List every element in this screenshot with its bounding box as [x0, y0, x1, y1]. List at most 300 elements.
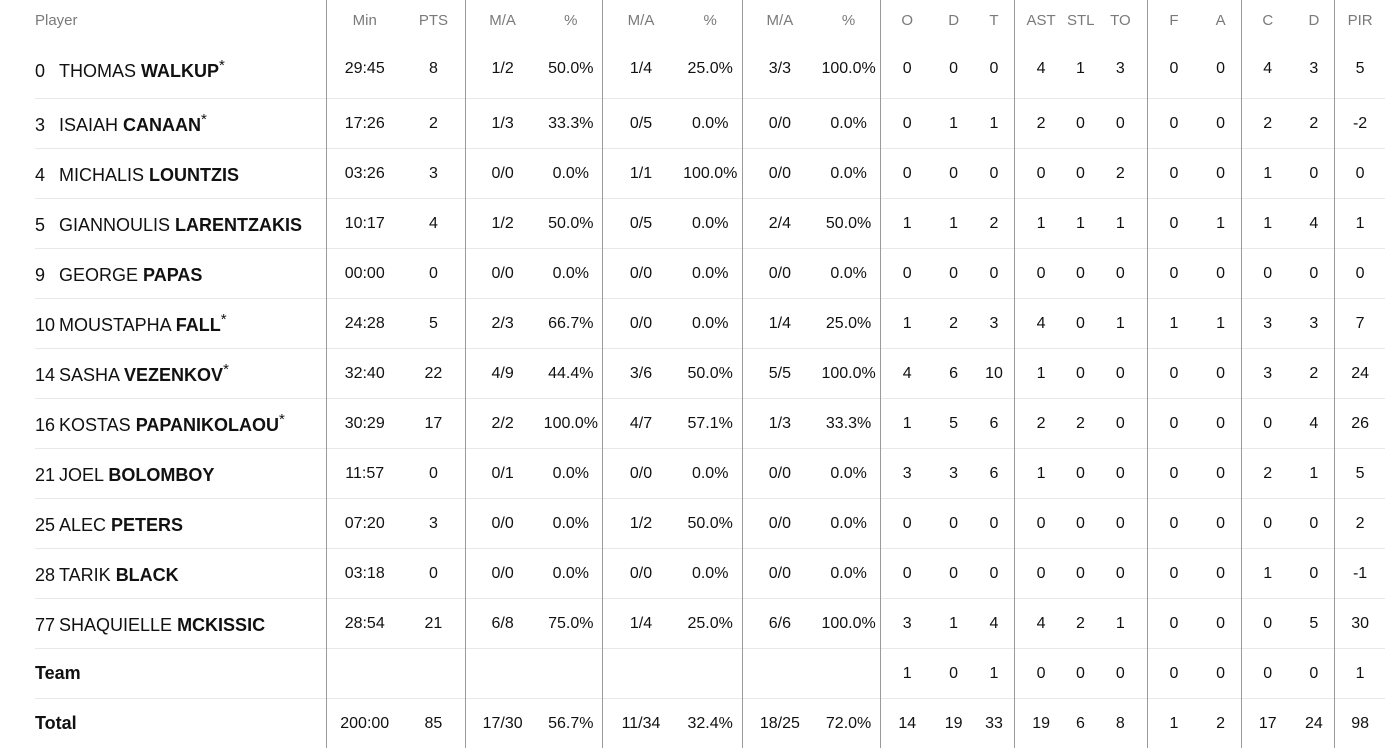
- stat-cell: 0/5: [603, 99, 679, 149]
- stat-cell: 2: [1015, 99, 1067, 149]
- stat-cell: 24: [1294, 699, 1335, 748]
- stat-cell: 0: [1241, 399, 1293, 449]
- stat-cell: 1: [1241, 549, 1293, 599]
- stat-cell: [327, 649, 402, 699]
- stat-cell: 2: [1067, 399, 1094, 449]
- stat-cell: 0: [1094, 249, 1147, 299]
- stat-cell: 50.0%: [679, 499, 742, 549]
- stat-cell: 5/5: [742, 349, 817, 399]
- player-number: 10: [35, 315, 59, 336]
- stat-cell: 3: [1241, 349, 1293, 399]
- stat-cell: 0: [1067, 649, 1094, 699]
- stat-cell: 2: [1241, 449, 1293, 499]
- stat-cell: 2: [1200, 699, 1241, 748]
- player-cell[interactable]: [35, 40, 327, 99]
- stat-cell: 17/30: [465, 699, 539, 748]
- stat-cell: 0: [880, 149, 933, 199]
- stat-cell: 0: [1147, 40, 1200, 99]
- stat-cell: 24: [1335, 349, 1385, 399]
- stat-cell: [402, 649, 465, 699]
- stat-cell: 0: [1241, 599, 1293, 649]
- stat-cell: 5: [934, 399, 974, 449]
- stat-cell: 0.0%: [679, 449, 742, 499]
- stat-cell: 1: [880, 299, 933, 349]
- player-first-name: SHAQUIELLE: [59, 615, 172, 635]
- stat-cell: 0: [1147, 249, 1200, 299]
- stat-cell: 75.0%: [539, 599, 602, 649]
- stat-cell: 0.0%: [539, 499, 602, 549]
- stat-cell: 1: [1147, 299, 1200, 349]
- stat-cell: 4: [1241, 40, 1293, 99]
- stat-cell: 0: [974, 249, 1015, 299]
- stat-cell: 11/34: [603, 699, 679, 748]
- stat-cell: 1: [934, 199, 974, 249]
- stat-cell: 17: [402, 399, 465, 449]
- table-row: [35, 449, 1385, 499]
- stat-cell: 85: [402, 699, 465, 748]
- player-first-name: GIANNOULIS: [59, 215, 170, 235]
- stat-cell: 1/2: [465, 40, 539, 99]
- stat-cell: 0: [1147, 549, 1200, 599]
- stat-cell: 0/0: [465, 499, 539, 549]
- stat-cell: 19: [1015, 699, 1067, 748]
- player-cell[interactable]: [35, 199, 327, 249]
- stat-cell: 0.0%: [539, 249, 602, 299]
- player-cell[interactable]: [35, 399, 327, 449]
- stat-cell: 1/2: [465, 199, 539, 249]
- stat-cell: 25.0%: [679, 599, 742, 649]
- header-steals: STL: [1067, 0, 1094, 40]
- table-row: [35, 249, 1385, 299]
- stat-cell: 0: [1147, 399, 1200, 449]
- player-number: 28: [35, 565, 59, 586]
- player-first-name: THOMAS: [59, 61, 136, 81]
- stat-cell: 0: [1200, 40, 1241, 99]
- stat-cell: 0.0%: [539, 149, 602, 199]
- stat-cell: 0: [1015, 149, 1067, 199]
- stat-cell: [817, 649, 880, 699]
- stat-cell: 0: [1200, 549, 1241, 599]
- stat-cell: 0/0: [603, 249, 679, 299]
- player-last-name: LOUNTZIS: [149, 165, 239, 185]
- stat-cell: 6: [1067, 699, 1094, 748]
- header-off-rebounds: O: [880, 0, 933, 40]
- player-cell[interactable]: [35, 99, 327, 149]
- stat-cell: 1: [1241, 199, 1293, 249]
- stat-cell: 0: [1015, 649, 1067, 699]
- stat-cell: 0: [1147, 499, 1200, 549]
- stat-cell: 0: [1094, 499, 1147, 549]
- stat-cell: 0: [934, 499, 974, 549]
- stat-cell: 0/0: [603, 449, 679, 499]
- stat-cell: 32.4%: [679, 699, 742, 748]
- stat-cell: 1: [934, 99, 974, 149]
- stat-cell: 17: [1241, 699, 1293, 748]
- table-row: [35, 149, 1385, 199]
- stat-cell: 0: [1015, 249, 1067, 299]
- stat-cell: 17:26: [327, 99, 402, 149]
- stat-cell: 0: [934, 249, 974, 299]
- stat-cell: 100.0%: [817, 40, 880, 99]
- player-last-name: BOLOMBOY: [108, 465, 214, 485]
- stat-cell: 0: [1094, 99, 1147, 149]
- stat-cell: -1: [1335, 549, 1385, 599]
- player-cell[interactable]: [35, 599, 327, 649]
- table-row: [35, 99, 1385, 149]
- stat-cell: 3/6: [603, 349, 679, 399]
- stat-cell: 1: [880, 649, 933, 699]
- stat-cell: 0: [1241, 499, 1293, 549]
- header-fouls-committed: C: [1241, 0, 1293, 40]
- stat-cell: 0: [974, 549, 1015, 599]
- stat-cell: 29:45: [327, 40, 402, 99]
- stat-cell: 0: [1015, 499, 1067, 549]
- stat-cell: 6: [974, 449, 1015, 499]
- stat-cell: 50.0%: [539, 199, 602, 249]
- stat-cell: 98: [1335, 699, 1385, 748]
- header-pts: PTS: [402, 0, 465, 40]
- stat-cell: 3: [1294, 40, 1335, 99]
- stat-cell: 1: [1067, 40, 1094, 99]
- stat-cell: 4/9: [465, 349, 539, 399]
- stat-cell: 0: [1094, 449, 1147, 499]
- stat-cell: 30:29: [327, 399, 402, 449]
- stat-cell: 0: [880, 99, 933, 149]
- stat-cell: 3: [402, 149, 465, 199]
- player-first-name: ISAIAH: [59, 115, 118, 135]
- stat-cell: 0/0: [603, 299, 679, 349]
- stat-cell: 0.0%: [817, 249, 880, 299]
- starter-marker: *: [223, 361, 229, 378]
- stat-cell: 100.0%: [679, 149, 742, 199]
- stat-cell: 0: [880, 549, 933, 599]
- stat-cell: 3/3: [742, 40, 817, 99]
- stat-cell: 26: [1335, 399, 1385, 449]
- stat-cell: 0: [1067, 349, 1094, 399]
- stat-cell: 0: [1147, 449, 1200, 499]
- stat-cell: 50.0%: [817, 199, 880, 249]
- table-row: [35, 549, 1385, 599]
- stat-cell: 5: [1294, 599, 1335, 649]
- stat-cell: 3: [1241, 299, 1293, 349]
- stat-cell: 24:28: [327, 299, 402, 349]
- stat-cell: 0: [1147, 199, 1200, 249]
- stat-cell: 3: [880, 599, 933, 649]
- header-blocks-favour: F: [1147, 0, 1200, 40]
- stat-cell: 0: [402, 449, 465, 499]
- table-row: [35, 399, 1385, 449]
- stat-cell: 66.7%: [539, 299, 602, 349]
- stat-cell: 21: [402, 599, 465, 649]
- player-number: 14: [35, 365, 59, 386]
- stat-cell: 28:54: [327, 599, 402, 649]
- stat-cell: 0: [1147, 649, 1200, 699]
- player-last-name: LARENTZAKIS: [175, 215, 302, 235]
- stat-cell: 2: [1294, 99, 1335, 149]
- stat-cell: 1: [1015, 199, 1067, 249]
- stat-cell: 0/0: [742, 499, 817, 549]
- player-number: 0: [35, 61, 59, 82]
- stat-cell: 4: [1015, 299, 1067, 349]
- stat-cell: 10:17: [327, 199, 402, 249]
- stat-cell: 1: [934, 599, 974, 649]
- stat-cell: 6: [934, 349, 974, 399]
- stat-cell: 0/1: [465, 449, 539, 499]
- player-last-name: VEZENKOV: [124, 365, 223, 385]
- table-header: [35, 0, 1385, 40]
- stat-cell: 19: [934, 699, 974, 748]
- stat-cell: 8: [1094, 699, 1147, 748]
- stat-cell: 0: [402, 549, 465, 599]
- stat-cell: 1: [880, 199, 933, 249]
- table-row: [35, 40, 1385, 99]
- stat-cell: 0.0%: [817, 449, 880, 499]
- stat-cell: 0: [1094, 649, 1147, 699]
- header-player: Player: [35, 0, 327, 40]
- stat-cell: 0.0%: [817, 149, 880, 199]
- stat-cell: 44.4%: [539, 349, 602, 399]
- stat-cell: 0: [402, 249, 465, 299]
- stat-cell: -2: [1335, 99, 1385, 149]
- stat-cell: 2: [1094, 149, 1147, 199]
- stat-cell: 1/4: [742, 299, 817, 349]
- stat-cell: 3: [880, 449, 933, 499]
- stat-cell: 0: [1294, 649, 1335, 699]
- player-cell[interactable]: [35, 549, 327, 599]
- stat-cell: 25.0%: [679, 40, 742, 99]
- player-cell[interactable]: [35, 449, 327, 499]
- stat-cell: 8: [402, 40, 465, 99]
- stat-cell: 1/4: [603, 40, 679, 99]
- starter-marker: *: [221, 311, 227, 328]
- stat-cell: 1: [974, 649, 1015, 699]
- stat-cell: 4: [1015, 599, 1067, 649]
- stat-cell: 0/0: [742, 549, 817, 599]
- player-first-name: KOSTAS: [59, 415, 131, 435]
- header-fouls-drawn: D: [1294, 0, 1335, 40]
- player-first-name: MOUSTAPHA: [59, 315, 171, 335]
- stat-cell: 0: [880, 499, 933, 549]
- player-last-name: PAPANIKOLAOU: [136, 415, 279, 435]
- stat-cell: 33.3%: [539, 99, 602, 149]
- stat-cell: 2/4: [742, 199, 817, 249]
- stat-cell: 0/0: [603, 549, 679, 599]
- stat-cell: 1: [1094, 599, 1147, 649]
- stat-cell: 7: [1335, 299, 1385, 349]
- stat-cell: 10: [974, 349, 1015, 399]
- stat-cell: 5: [1335, 449, 1385, 499]
- stat-cell: 0.0%: [679, 199, 742, 249]
- stat-cell: 0: [974, 499, 1015, 549]
- stat-cell: 0: [1200, 249, 1241, 299]
- stat-cell: 1: [1241, 149, 1293, 199]
- player-first-name: MICHALIS: [59, 165, 144, 185]
- player-cell[interactable]: [35, 149, 327, 199]
- stat-cell: 2: [1067, 599, 1094, 649]
- player-first-name: SASHA: [59, 365, 119, 385]
- stat-cell: 100.0%: [539, 399, 602, 449]
- stat-cell: 4: [1294, 399, 1335, 449]
- header-ft-pct: %: [817, 0, 880, 40]
- table-row: [35, 599, 1385, 649]
- stat-cell: 30: [1335, 599, 1385, 649]
- stat-cell: 2: [1294, 349, 1335, 399]
- player-cell[interactable]: [35, 499, 327, 549]
- stat-cell: 0/0: [742, 149, 817, 199]
- stat-cell: 0: [1067, 149, 1094, 199]
- stat-cell: 22: [402, 349, 465, 399]
- stat-cell: 0: [1015, 549, 1067, 599]
- table-row: [35, 499, 1385, 549]
- stat-cell: 6: [974, 399, 1015, 449]
- stat-cell: 32:40: [327, 349, 402, 399]
- stat-cell: 4: [1294, 199, 1335, 249]
- stat-cell: 0: [1094, 349, 1147, 399]
- stat-cell: 2: [402, 99, 465, 149]
- stat-cell: 4: [1015, 40, 1067, 99]
- header-total-rebounds: T: [974, 0, 1015, 40]
- stat-cell: 5: [402, 299, 465, 349]
- stat-cell: 0: [1200, 399, 1241, 449]
- box-score-table: [35, 0, 1385, 748]
- stat-cell: 100.0%: [817, 349, 880, 399]
- stat-cell: 0: [1200, 649, 1241, 699]
- stat-cell: 50.0%: [539, 40, 602, 99]
- stat-cell: 0: [1335, 149, 1385, 199]
- player-number: 9: [35, 265, 59, 286]
- player-last-name: CANAAN: [123, 115, 201, 135]
- stat-cell: 1/3: [465, 99, 539, 149]
- player-first-name: JOEL: [59, 465, 103, 485]
- stat-cell: 0: [1094, 399, 1147, 449]
- stat-cell: 0: [1241, 649, 1293, 699]
- stat-cell: 2: [974, 199, 1015, 249]
- stat-cell: 1: [1200, 299, 1241, 349]
- stat-cell: 1: [1015, 349, 1067, 399]
- player-number: 77: [35, 615, 59, 636]
- stat-cell: 1: [1294, 449, 1335, 499]
- stat-cell: 0.0%: [679, 549, 742, 599]
- team-row-label: Team: [35, 649, 327, 699]
- header-ft-made-attempted: M/A: [742, 0, 817, 40]
- stat-cell: 0: [1094, 549, 1147, 599]
- stat-cell: 2: [1015, 399, 1067, 449]
- header-min: Min: [327, 0, 402, 40]
- stat-cell: 0: [1200, 149, 1241, 199]
- stat-cell: 0: [1294, 549, 1335, 599]
- stat-cell: 00:00: [327, 249, 402, 299]
- player-last-name: PETERS: [111, 515, 183, 535]
- stat-cell: 50.0%: [679, 349, 742, 399]
- stat-cell: 0: [1200, 99, 1241, 149]
- stat-cell: 3: [934, 449, 974, 499]
- stat-cell: 0: [1200, 499, 1241, 549]
- stat-cell: 0.0%: [679, 299, 742, 349]
- stat-cell: 0/0: [742, 249, 817, 299]
- stat-cell: 0.0%: [679, 249, 742, 299]
- stat-cell: 0/0: [742, 449, 817, 499]
- header-3pt-pct: %: [679, 0, 742, 40]
- stat-cell: 0: [1241, 249, 1293, 299]
- stat-cell: 1: [1094, 299, 1147, 349]
- stat-cell: 0: [934, 549, 974, 599]
- header-def-rebounds: D: [934, 0, 974, 40]
- stat-cell: 1: [880, 399, 933, 449]
- stat-cell: 6/8: [465, 599, 539, 649]
- stat-cell: [603, 649, 679, 699]
- stat-cell: 0: [1294, 149, 1335, 199]
- stat-cell: 0/0: [742, 99, 817, 149]
- player-number: 25: [35, 515, 59, 536]
- player-last-name: BLACK: [116, 565, 179, 585]
- stat-cell: 18/25: [742, 699, 817, 748]
- stat-cell: 14: [880, 699, 933, 748]
- table-row: [35, 199, 1385, 249]
- stat-cell: 1/4: [603, 599, 679, 649]
- stat-cell: 0/0: [465, 549, 539, 599]
- stat-cell: 4: [880, 349, 933, 399]
- player-first-name: GEORGE: [59, 265, 138, 285]
- stat-cell: 1: [1094, 199, 1147, 249]
- team-row: [35, 649, 1385, 699]
- stat-cell: [465, 649, 539, 699]
- stat-cell: 0/0: [465, 149, 539, 199]
- stat-cell: 03:18: [327, 549, 402, 599]
- stat-cell: 3: [974, 299, 1015, 349]
- stat-cell: 56.7%: [539, 699, 602, 748]
- stat-cell: 0: [1067, 449, 1094, 499]
- stat-cell: 1/1: [603, 149, 679, 199]
- player-number: 3: [35, 115, 59, 136]
- stat-cell: 0.0%: [539, 549, 602, 599]
- player-cell[interactable]: [35, 249, 327, 299]
- stat-cell: 0: [934, 149, 974, 199]
- stat-cell: 2: [934, 299, 974, 349]
- player-cell[interactable]: [35, 299, 327, 349]
- stat-cell: 0: [934, 40, 974, 99]
- stat-cell: 0: [880, 40, 933, 99]
- stat-cell: 2: [1335, 499, 1385, 549]
- starter-marker: *: [219, 57, 225, 74]
- stat-cell: 0: [1294, 499, 1335, 549]
- stat-cell: [742, 649, 817, 699]
- stat-cell: 0: [1067, 99, 1094, 149]
- stat-cell: 0: [1147, 99, 1200, 149]
- header-2pt-made-attempted: M/A: [465, 0, 539, 40]
- stat-cell: 4/7: [603, 399, 679, 449]
- stat-cell: 0: [974, 40, 1015, 99]
- player-last-name: WALKUP: [141, 61, 219, 81]
- stat-cell: 0.0%: [817, 499, 880, 549]
- stat-cell: 72.0%: [817, 699, 880, 748]
- player-first-name: TARIK: [59, 565, 111, 585]
- stat-cell: [679, 649, 742, 699]
- player-last-name: PAPAS: [143, 265, 202, 285]
- stat-cell: 0.0%: [679, 99, 742, 149]
- stat-cell: 1: [1200, 199, 1241, 249]
- player-cell[interactable]: [35, 349, 327, 399]
- stat-cell: 1/3: [742, 399, 817, 449]
- stat-cell: 07:20: [327, 499, 402, 549]
- header-blocks-against: A: [1200, 0, 1241, 40]
- stat-cell: 0/5: [603, 199, 679, 249]
- stat-cell: 0: [1067, 499, 1094, 549]
- table-row: [35, 349, 1385, 399]
- stat-cell: 0: [1147, 149, 1200, 199]
- table-row: [35, 299, 1385, 349]
- stat-cell: 1/2: [603, 499, 679, 549]
- stat-cell: 0: [1067, 249, 1094, 299]
